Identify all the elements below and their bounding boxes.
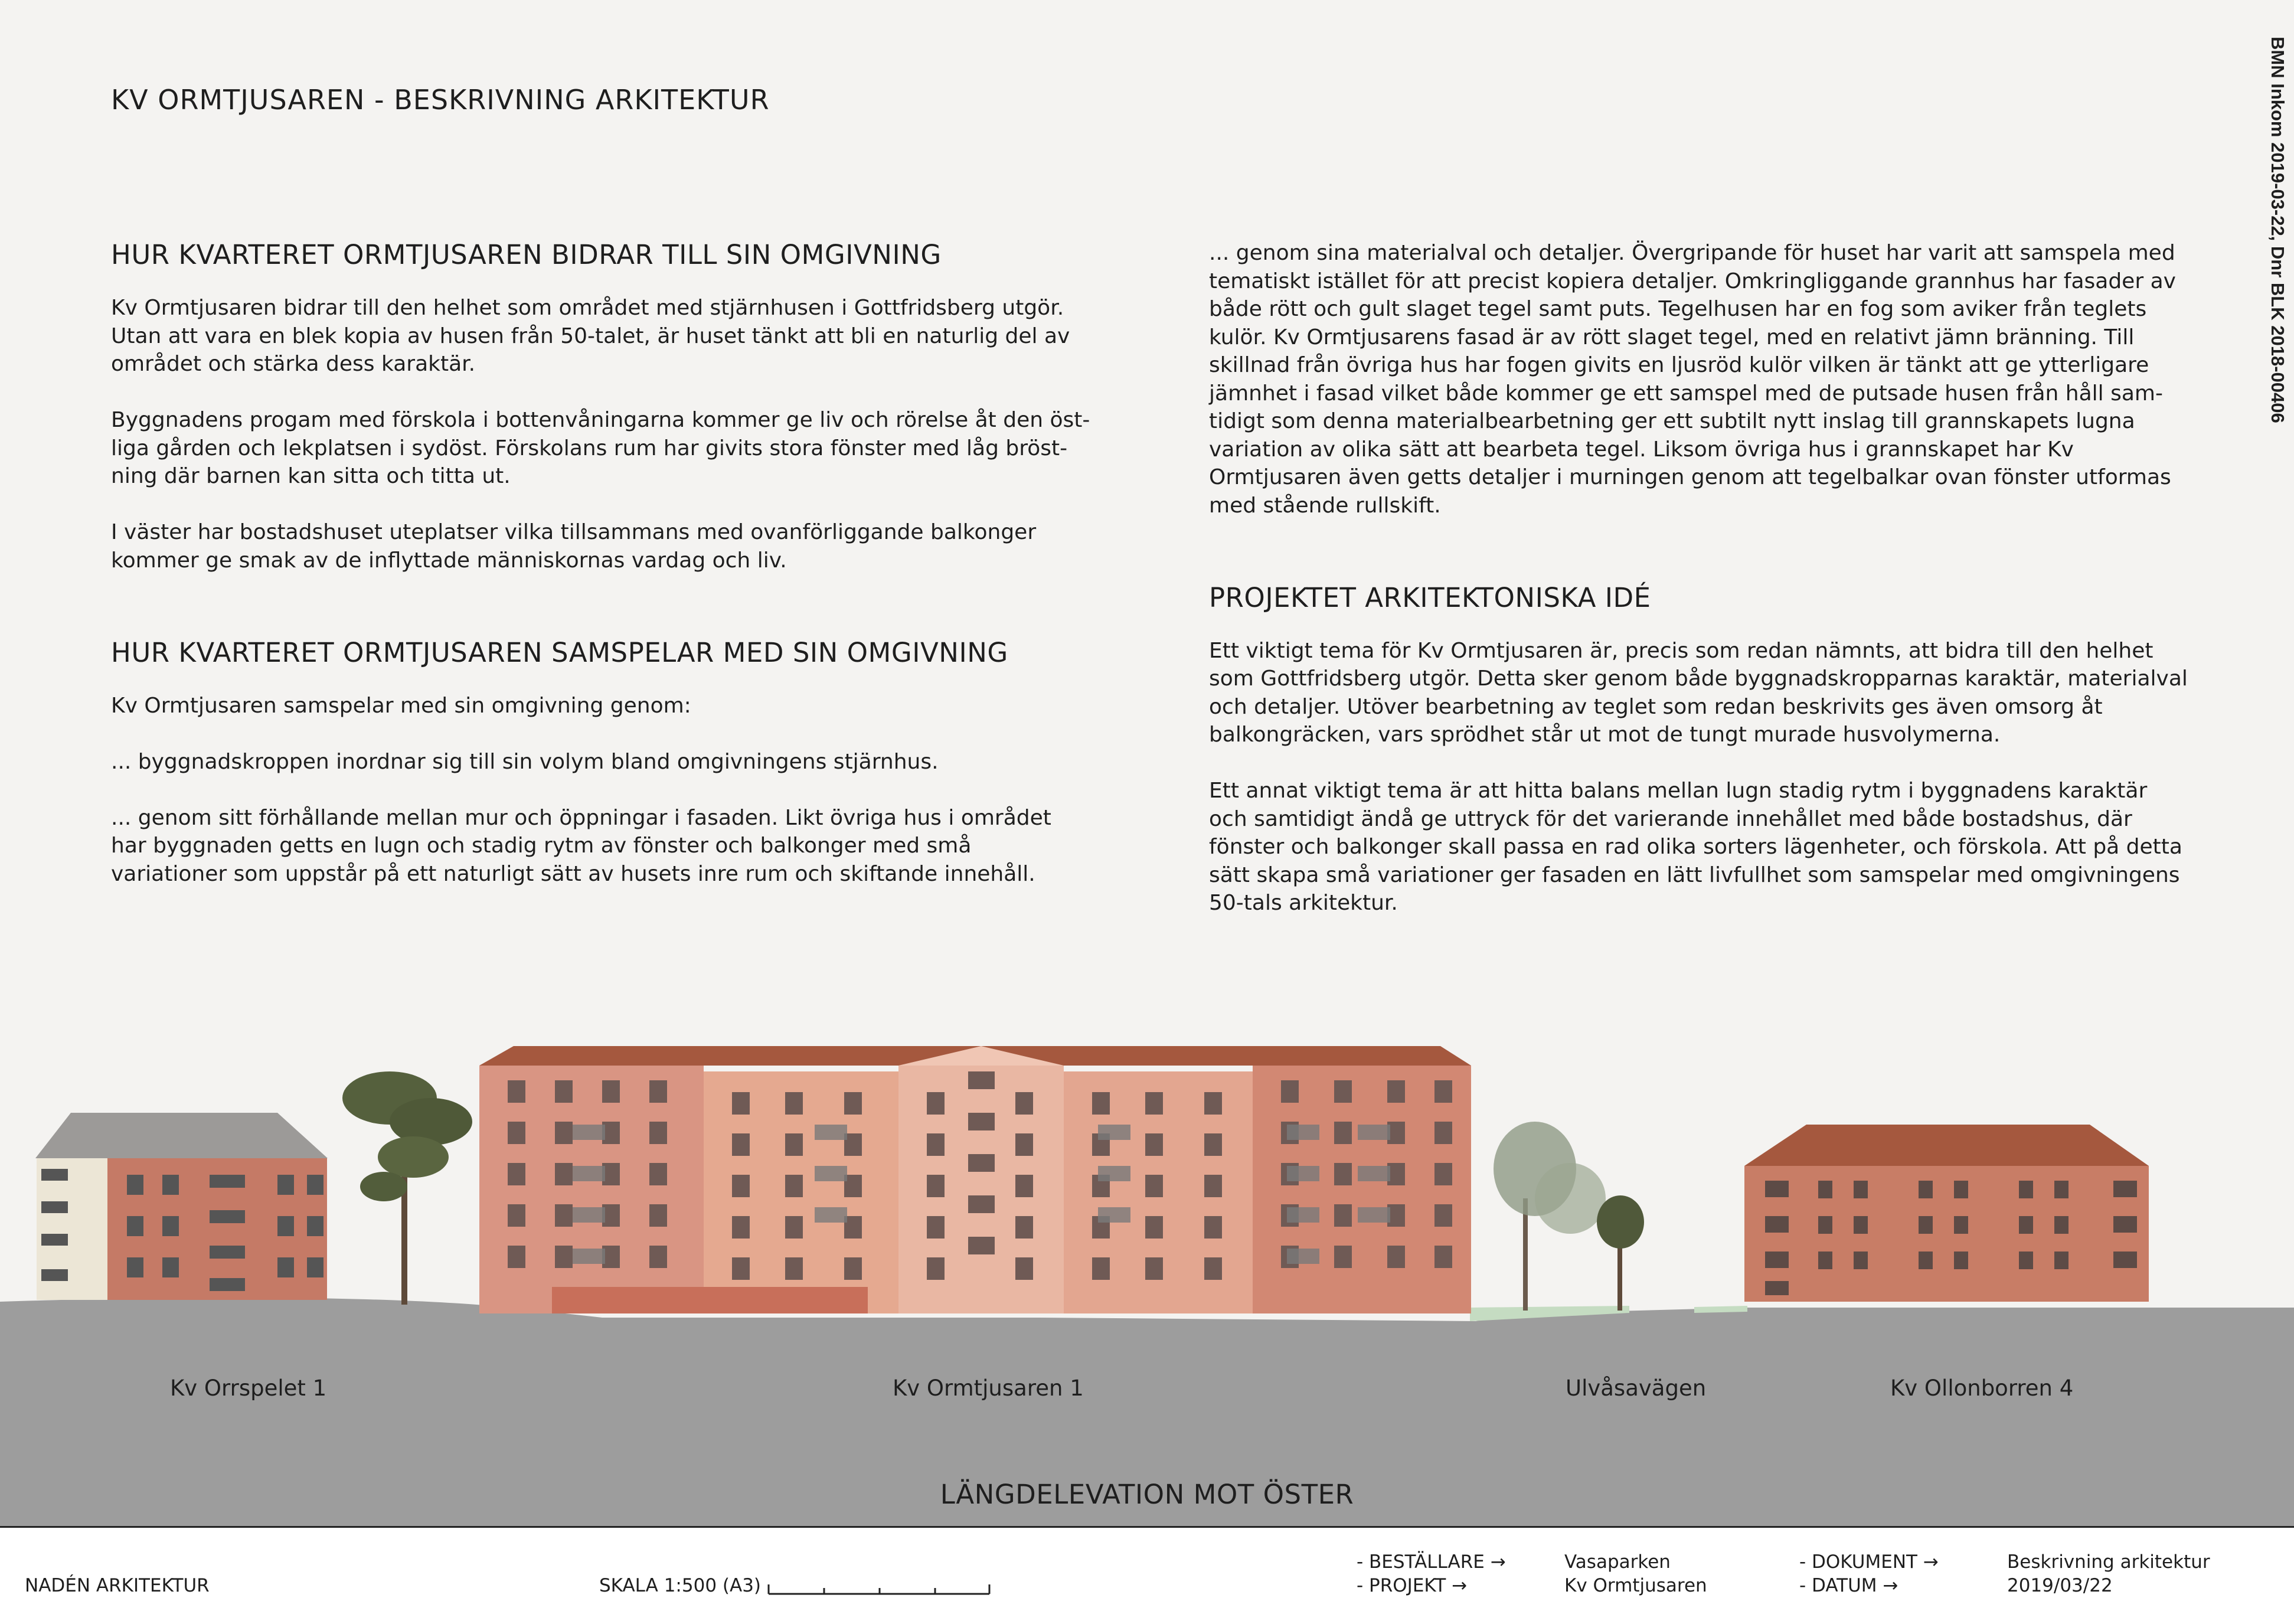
left-column	[111, 239, 1091, 916]
right-column	[1209, 239, 2189, 945]
paragraph: Byggnadens progam med förskola i bottenvåningarna kommer ge liv och rörelse åt den öst-liga gården och lekplatsen i sydöst. Förskolans rum har givits stora fönster med låg bröst-ning där barnen kan sitta och titta ut.	[111, 408, 1090, 488]
label-ulvasavagen: Ulvåsavägen	[1566, 1375, 1707, 1401]
section-heading-ide: PROJEKTET ARKITEKTONISKA IDÉ	[1209, 581, 1651, 613]
datum-value: 2019/03/22	[2007, 1575, 2113, 1596]
building-orrspelet	[35, 1113, 328, 1300]
elevation-title: LÄNGDELEVATION MOT ÖSTER	[940, 1479, 1354, 1510]
dokument-label: - DOKUMENT →	[1799, 1551, 1939, 1573]
paragraph: Kv Ormtjusaren samspelar med sin omgivning genom:	[111, 693, 691, 718]
datum-label: - DATUM →	[1799, 1575, 1898, 1596]
label-ollonborren: Kv Ollonborren 4	[1890, 1375, 2074, 1401]
section-heading-bidrar: HUR KVARTERET ORMTJUSAREN BIDRAR TILL SIN OMGIVNING	[111, 239, 942, 270]
label-orrspelet: Kv Orrspelet 1	[170, 1375, 327, 1401]
elevation-drawing	[0, 945, 2294, 1535]
firm-name: NADÉN ARKITEKTUR	[25, 1575, 210, 1596]
tree-right	[1494, 1122, 1644, 1311]
projekt-value: Kv Ormtjusaren	[1564, 1575, 1707, 1596]
bestallare-label: - BESTÄLLARE →	[1357, 1551, 1506, 1573]
paragraph: ... byggnadskroppen inordnar sig till sin volym bland omgivningens stjärnhus.	[111, 749, 939, 774]
page-title: KV ORMTJUSAREN - BESKRIVNING ARKITEKTUR	[111, 84, 770, 116]
paragraph: Kv Ormtjusaren bidrar till den helhet som området med stjärnhusen i Gottfridsberg utgör. Utan att vara en blek kopia av husen från 50-talet, är huset tänkt att bli en naturlig del av området och stärka dess karaktär.	[111, 296, 1070, 376]
title-block	[0, 1526, 2294, 1624]
paragraph: Ett viktigt tema för Kv Ormtjusaren är, precis som redan nämnts, att bidra till den helhet som Gottfridsberg utgör. Detta sker genom både byggnadskropparnas karaktär, materialval och detaljer. Utöver bearbetning av teglet som redan beskrivits ges även omsorg åt balkongräcken, vars sprödhet står ut mot de tungt murade husvolymerna.	[1209, 638, 2188, 747]
paragraph: ... genom sitt förhållande mellan mur och öppningar i fasaden. Likt övriga hus i området har byggnaden getts en lugn och stadig rytm av fönster och balkonger med små variationer som uppstår på ett naturligt sätt av husets inre rum och skiftande innehåll.	[111, 805, 1051, 886]
paragraph: ... genom sina materialval och detaljer. Övergripande för huset har varit att samspela med tematiskt istället för att precist kopiera detaljer. Omkringliggande grannhus har fasader av både rött och gult slaget tegel samt puts. Tegelhusen har en fog som aviker från teglets kulör. Kv Ormtjusarens fasad är av rött slaget tegel, med en relativt jämn bränning. Till skillnad från övriga hus har fogen givits en ljusröd kulör vilken är tänkt att ge ytterligare jämnhet i fasad vilket både kommer ge ett samspel med de putsade husen från håll sam-tidigt som denna materialbearbetning ger ett subtilt nytt inslag till grannskapets lugna variation av olika sätt att bearbeta tegel. Liksom övriga hus i grannskapet har Kv Ormtjusaren även getts detaljer i murningen genom att tegelbalkar ovan fönster utformas med stående rullskift.	[1209, 241, 2176, 518]
label-ormtjusaren: Kv Ormtjusaren 1	[893, 1375, 1084, 1401]
scale-text: SKALA 1:500 (A3)	[599, 1575, 762, 1596]
section-heading-samspelar: HUR KVARTERET ORMTJUSAREN SAMSPELAR MED SIN OMGIVNING	[111, 636, 1008, 668]
bestallare-value: Vasaparken	[1564, 1551, 1671, 1573]
inkom-stamp: BMN Inkom 2019-03-22, Dnr BLK 2018-00406	[2267, 37, 2288, 423]
paragraph: I väster har bostadshuset uteplatser vilka tillsammans med ovanförliggande balkonger kommer ge smak av de inflyttade människornas vardag och liv.	[111, 520, 1037, 573]
scale-bar	[767, 1580, 992, 1597]
building-ormtjusaren	[479, 1046, 1471, 1313]
tree-left	[342, 1071, 472, 1305]
projekt-label: - PROJEKT →	[1357, 1575, 1468, 1596]
building-ollonborren	[1744, 1125, 2149, 1302]
paragraph: Ett annat viktigt tema är att hitta balans mellan lugn stadig rytm i byggnadens karaktär och samtidigt ändå ge uttryck för det varierande innehållet med både bostadshus, där fönster och balkonger skall passa en rad olika sorters lägenheter, och förskola. Att på detta sätt skapa små variationer ger fasaden en lätt livfullhet som samspelar med omgivningens 50-tals arkitektur.	[1209, 779, 2182, 915]
dokument-value: Beskrivning arkitektur	[2007, 1551, 2210, 1573]
